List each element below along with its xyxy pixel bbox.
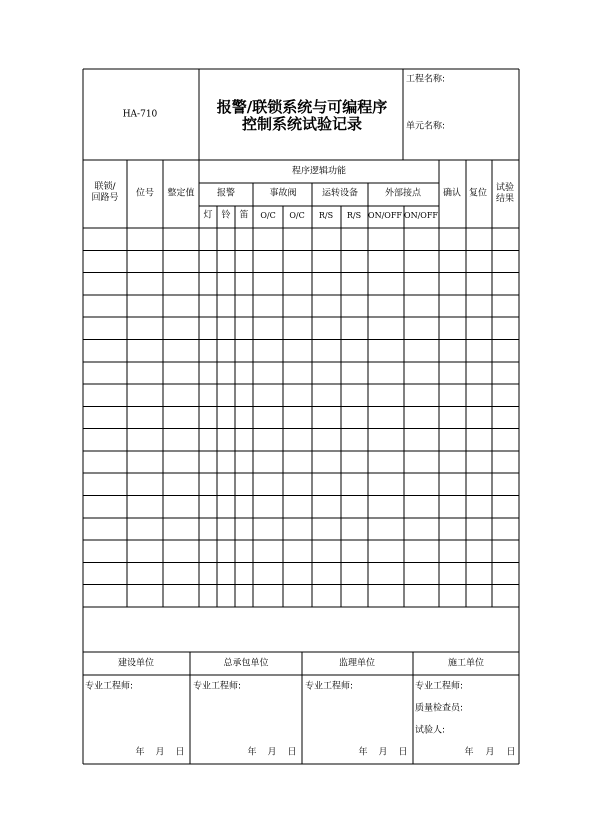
construction-unit-header: 施工单位	[447, 658, 485, 669]
sub-header-valve-oc-1: O/C	[260, 211, 276, 220]
emergency-valve-header: 事故阀	[269, 188, 297, 199]
reset-header: 复位	[468, 188, 488, 199]
loop-number-header	[91, 182, 118, 204]
owner-engineer-label: 专业工程师:	[85, 681, 134, 692]
sub-header-lamp: 灯	[203, 210, 213, 221]
form-title-line1: 报警/联锁系统与可编程序	[216, 98, 388, 116]
contractor-date-month: 月	[267, 747, 277, 758]
owner-unit-header: 建设单位	[117, 658, 155, 669]
contractor-engineer-label: 专业工程师:	[193, 681, 242, 692]
confirm-header: 确认	[442, 188, 462, 199]
construction-date-year: 年	[464, 747, 474, 758]
project-name-label: 工程名称:	[406, 74, 446, 85]
logic-function-header: 程序逻辑功能	[291, 166, 347, 177]
owner-date-month: 月	[155, 747, 165, 758]
sub-header-equipment-rs-1: R/S	[318, 211, 334, 220]
result-header	[496, 183, 514, 205]
sub-header-equipment-rs-2: R/S	[346, 211, 362, 220]
supervision-engineer-label: 专业工程师:	[305, 681, 354, 692]
loop-number-header-line2: 回路号	[91, 193, 119, 203]
form-title-line2: 控制系统试验记录	[241, 115, 363, 133]
running-equipment-header: 运转设备	[321, 188, 359, 199]
setpoint-header: 整定值	[167, 188, 195, 199]
quality-inspector-label: 质量检查员:	[415, 703, 464, 714]
external-contacts-header: 外部接点	[384, 188, 422, 199]
supervision-date-year: 年	[358, 747, 368, 758]
owner-date-day: 日	[175, 747, 185, 758]
tester-label: 试验人:	[415, 725, 446, 736]
supervision-unit-header: 监理单位	[338, 658, 376, 669]
tag-number-header: 位号	[135, 188, 155, 199]
construction-date-month: 月	[485, 747, 495, 758]
sub-header-contact-onoff-1: ON/OFF	[368, 211, 402, 220]
sub-header-bell: 铃	[221, 210, 231, 221]
form-code: HA-710	[122, 109, 158, 120]
result-header-line2: 结果	[495, 194, 515, 204]
sub-header-contact-onoff-2: ON/OFF	[404, 211, 438, 220]
unit-name-label: 单元名称:	[406, 121, 446, 132]
alarm-header: 报警	[216, 188, 236, 199]
contractor-date-year: 年	[247, 747, 257, 758]
form-title	[217, 99, 387, 133]
contractor-unit-header: 总承包单位	[223, 658, 269, 669]
result-header-line1: 试验	[495, 183, 515, 193]
contractor-date-day: 日	[287, 747, 297, 758]
sub-header-valve-oc-2: O/C	[289, 211, 305, 220]
construction-engineer-label: 专业工程师:	[415, 681, 464, 692]
supervision-date-month: 月	[378, 747, 388, 758]
construction-date-day: 日	[506, 747, 516, 758]
sub-header-horn: 笛	[239, 210, 249, 221]
loop-number-header-line1: 联锁/	[94, 182, 116, 192]
owner-date-year: 年	[135, 747, 145, 758]
supervision-date-day: 日	[398, 747, 408, 758]
